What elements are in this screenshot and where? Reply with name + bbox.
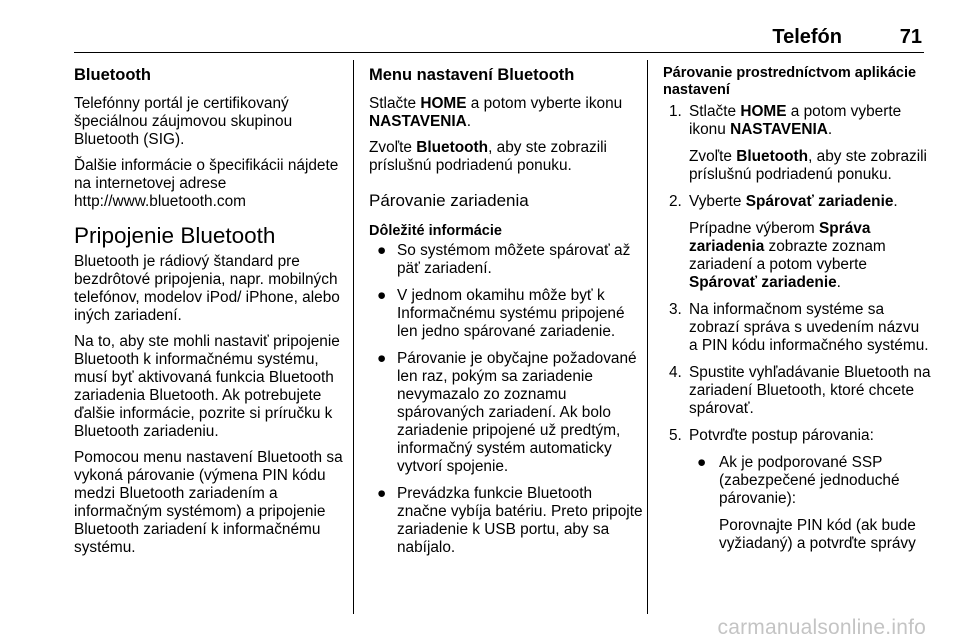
list-item: ● V jednom okamihu môže byť k Informačnému systému pripojené len jedno spárované zariadenie. xyxy=(377,287,625,340)
list-item: 2. Vyberte Spárovať zariadenie. Prípadne výberom Správa zariadenia zobrazte zoznam zariadení a potom vyberte Spárovať zariadenie. xyxy=(669,193,898,291)
list-item: 5. Potvrďte postup párovania: ● Ak je podporované SSP (zabezpečené jednoduché párovanie): Porovnajte PIN kód (ak bude vyžiadaný) a potvrďte správy xyxy=(663,427,931,553)
list-item: 3. Na informačnom systéme sa zobrazí správa s uvedením názvu a PIN kódu informačného systému. xyxy=(669,301,929,354)
list-item: ● So systémom môžete spárovať až päť zariadení. xyxy=(377,242,631,277)
page-header xyxy=(0,0,960,52)
important-info-list xyxy=(369,242,643,557)
column-3 xyxy=(663,65,931,562)
subheading-important-info: Dôležité informácie xyxy=(369,223,502,239)
pairing-steps-list xyxy=(663,103,931,553)
confirm-pairing-sublist xyxy=(689,454,931,553)
paragraph-more-info: Ďalšie informácie o špecifikácii nájdete na internetovej adrese http://www.bluetooth.com xyxy=(74,157,339,210)
section-heading-bluetooth-settings: Menu nastavení Bluetooth xyxy=(369,66,575,84)
paragraph-press-home: Stlačte HOME a potom vyberte ikonu NASTAVENIA. xyxy=(369,95,623,130)
list-item: ● Prevádzka funkcie Bluetooth značne vybíja batériu. Preto pripojte zariadenie k USB portu, aby sa nabíjalo. xyxy=(377,485,643,556)
column-divider-2 xyxy=(647,60,648,614)
paragraph-certification: Telefónny portál je certifikovaný špeciálnou záujmovou skupinou Bluetooth (SIG). xyxy=(74,95,293,148)
chapter-heading-bluetooth-connection: Pripojenie Bluetooth xyxy=(74,223,276,248)
column-divider-1 xyxy=(353,60,354,614)
column-1 xyxy=(74,65,350,565)
column-2 xyxy=(369,65,643,566)
watermark: carmanualsonline.info xyxy=(717,616,926,639)
list-item: ● Ak je podporované SSP (zabezpečené jednoduché párovanie): Porovnajte PIN kód (ak bude vyžiadaný) a potvrďte správy xyxy=(697,454,916,552)
subheading-pairing-via-settings: Párovanie prostredníctvom aplikácie nastavení xyxy=(663,65,917,98)
list-item: 1. Stlačte HOME a potom vyberte ikonu NASTAVENIA. Zvoľte Bluetooth, aby ste zobrazili príslušnú podriadenú ponuku. xyxy=(669,103,927,183)
paragraph-settings-menu: Pomocou menu nastavení Bluetooth sa vykoná párovanie (výmena PIN kódu medzi Bluetooth zariadením a informačným systémom) a pripojenie Bluetooth zariadení k informačnému systému. xyxy=(74,449,343,556)
paragraph-bluetooth-standard: Bluetooth je rádiový štandard pre bezdrôtové pripojenia, napr. mobilných telefónov, modelov iPod/ iPhone, alebo iných zariadení. xyxy=(74,253,340,324)
list-item: 4. Spustite vyhľadávanie Bluetooth na zariadení Bluetooth, ktoré chcete spárovať. xyxy=(669,364,931,417)
list-item: ● Párovanie je obyčajne požadované len raz, pokým sa zariadenie nevymazalo zo zoznamu spárovaných zariadení. Ak bolo zariadenie pripojené už predtým, informačný systém automaticky vytvorí spojenie. xyxy=(377,350,637,475)
section-heading-bluetooth: Bluetooth xyxy=(74,66,151,84)
header-rule xyxy=(74,52,924,53)
paragraph-activate-bluetooth: Na to, aby ste mohli nastaviť pripojenie Bluetooth k informačnému systému, musí byť aktivovaná funkcia Bluetooth zariadenia Bluetooth. Ak potrebujete ďalšie informácie, pozrite si príručku k Bluetooth zariadeniu. xyxy=(74,333,340,440)
paragraph-select-bluetooth: Zvoľte Bluetooth, aby ste zobrazili príslušnú podriadenú ponuku. xyxy=(369,139,607,174)
page-number: 71 xyxy=(899,26,922,48)
section-heading-pairing: Párovanie zariadenia xyxy=(369,191,529,210)
page-title: Telefón xyxy=(772,26,842,48)
